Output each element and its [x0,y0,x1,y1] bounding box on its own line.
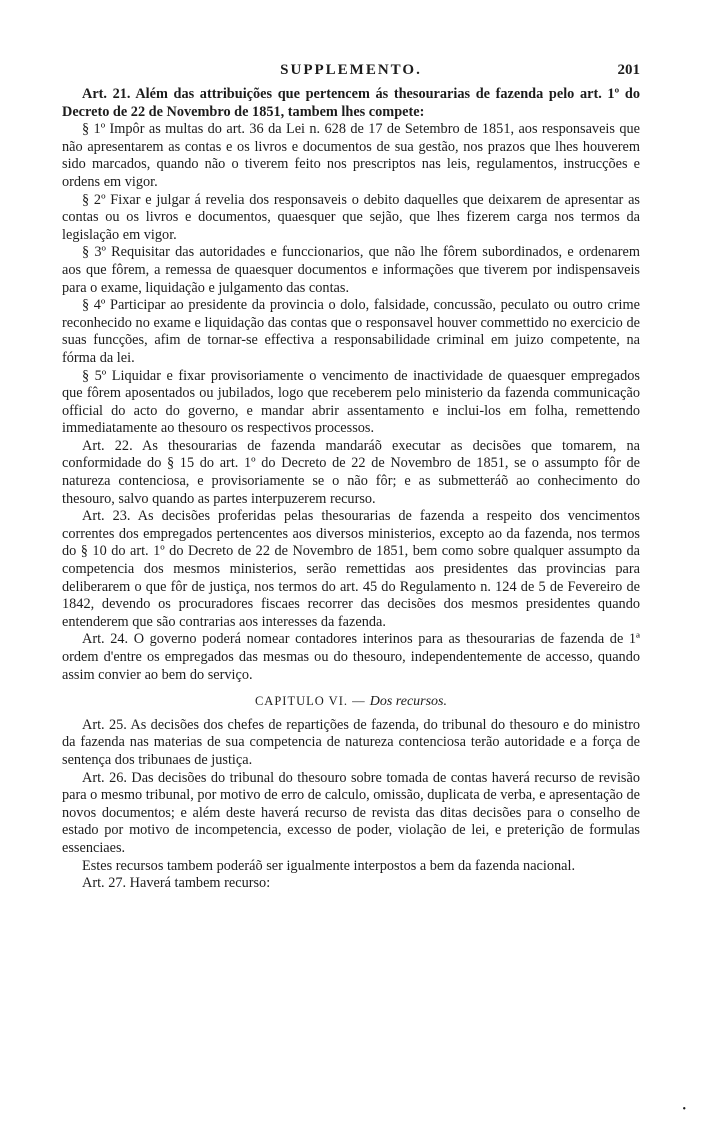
article-21-paragraph-2: § 2º Fixar e julgar á revelia dos responsaveis o debito daquelles que deixarem de apresentar as contas ou os livros e documentos, quaesquer que sejão, que lhes fizerem carga nos termos da legislação em vigor. [62,191,640,243]
article-22: Art. 22. As thesourarias de fazenda mandaráõ executar as decisões que tomarem, na conformidade do § 15 do art. 1º do Decreto de 22 de Novembro de 1851, se o assumpto fôr de natureza contenciosa, e provisoriamente se o não fôr; e as submetteráõ ao conhecimento do thesouro, salvo quando as partes interpuzerem recurso. [62,437,640,507]
article-24: Art. 24. O governo poderá nomear contadores interinos para as thesourarias de fazenda de 1ª ordem d'entre os empregados das mesmas ou do thesouro, independentemente de accesso, quando assim convier ao bem do serviço. [62,631,640,683]
article-21-paragraph-5: § 5º Liquidar e fixar provisoriamente o vencimento de inactividade de quaesquer empregados que fôrem aposentados ou jubilados, logo que receberem pelo ministerio da fazenda communicação official do acto do governo, e mandar abrir assentamento e inclui-los em folha, remettendo immediatamente ao thesouro os respectivos processos. [62,367,640,437]
header-title: SUPPLEMENTO. [280,62,422,78]
chapter-label: CAPITULO VI. — [254,694,366,709]
article-26-note: Estes recursos tambem poderáõ ser igualmente interpostos a bem da fazenda nacional. [82,857,576,874]
article-21-paragraph-4: § 4º Participar ao presidente da provincia o dolo, falsidade, concussão, peculato ou outro crime reconhecido no exame e liquidação das contas que o responsavel houver commettido no exercicio de suas funcções, afim de tornar-se effectiva a responsabilidade criminal em juizo competente, na fórma da lei. [62,297,640,366]
article-27: Art. 27. Haverá tambem recurso: [82,875,271,892]
chapter-subtitle: Dos recursos. [369,694,448,710]
article-25: Art. 25. As decisões dos chefes de repartições de fazenda, do tribunal do thesouro e do ministro da fazenda nas materias de sua competencia de natureza contenciosa terão autoridade e a força de sentença dos tribunaes de justiça. [62,716,640,768]
article-21-paragraph-1: § 1º Impôr as multas do art. 36 da Lei n. 628 de 17 de Setembro de 1851, aos responsaveis que não apresentarem as contas e os livros e documentos de sua gestão, nos prazos que lhes houverem sido marcados, quando não o tiverem feito nos prescriptos nas leis, regulamentos, instrucções e ordens em vigor. [62,121,640,190]
chapter-heading [62,693,640,711]
running-header [62,62,640,84]
print-mark: • [682,1104,686,1115]
document-page [62,62,640,893]
article-23: Art. 23. As decisões proferidas pelas thesourarias de fazenda a respeito dos vencimentos correntes dos empregados pertencentes aos diversos ministerios, excepto ao da fazenda, nos termos do § 10 do art. 1º do Decreto de 22 de Novembro de 1851, bem como sobre qualquer assumpto da competencia dos mesmos ministerios, serão remettidas aos presidentes das provincias para deliberarem o que fôr de justiça, nos termos do art. 45 do Regulamento n. 124 de 5 de Fevereiro de 1842, devendo os procuradores fiscaes recorrer das decisões dos mesmos presidentes quando entenderem que são contrarias aos interesses da fazenda. [62,508,640,630]
article-21-paragraph-3: § 3º Requisitar das autoridades e funccionarios, que não lhe fôrem subordinados, e ordenarem aos que fôrem, a remessa de quaesquer documentos e informações que tiverem por indispensaveis para o exame, liquidação e julgamento das contas. [62,244,640,296]
article-26: Art. 26. Das decisões do tribunal do thesouro sobre tomada de contas haverá recurso de revisão para o mesmo tribunal, por motivo de erro de calculo, omissão, duplicata de verba, e apresentação de novos documentos; e além deste haverá recurso de revista das ditas decisões para o conselho de estado por motivo de incompetencia, excesso de poder, violação de lei, e preterição de formulas essenciaes. [62,769,641,856]
article-21: Art. 21. Além das attribuições que pertencem ás thesourarias de fazenda pelo art. 1º do Decreto de 22 de Novembro de 1851, tambem lhes compete: [62,86,640,120]
page-number: 201 [617,62,640,78]
